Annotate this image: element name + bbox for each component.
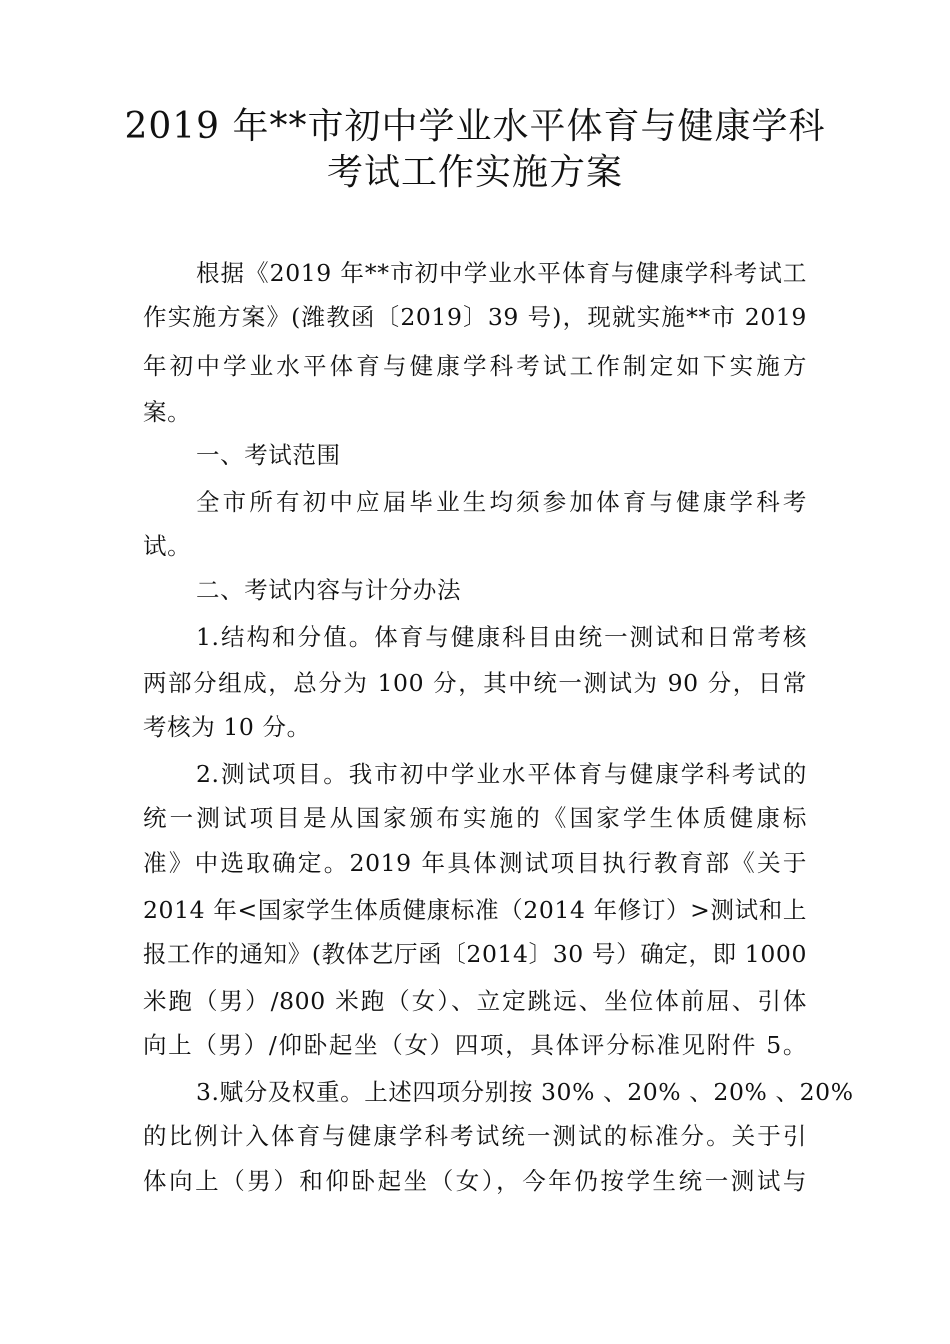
paragraph-line: 2014 年<国家学生体质健康标准（2014 年修订）>测试和上 <box>143 896 807 924</box>
paragraph-line: 3.赋分及权重。上述四项分别按 30% 、20% 、20% 、20% <box>196 1078 854 1106</box>
paragraph-line: 考核为 10 分。 <box>143 713 311 741</box>
paragraph-line: 报工作的通知》(教体艺厅函〔2014〕30 号）确定，即 1000 <box>143 940 807 968</box>
paragraph-line: 根据《2019 年**市初中学业水平体育与健康学科考试工 <box>196 259 807 287</box>
paragraph-line: 案。 <box>143 398 192 426</box>
paragraph-line: 作实施方案》(潍教函〔2019〕39 号)，现就实施**市 2019 <box>143 303 807 331</box>
paragraph-line: 2.测试项目。我市初中学业水平体育与健康学科考试的 <box>196 760 807 788</box>
paragraph-line: 统一测试项目是从国家颁布实施的《国家学生体质健康标 <box>143 804 807 832</box>
paragraph-line: 向上（男）/仰卧起坐（女）四项，具体评分标准见附件 5。 <box>143 1031 807 1059</box>
paragraph-line: 年初中学业水平体育与健康学科考试工作制定如下实施方 <box>143 352 807 380</box>
paragraph-line: 米跑（男）/800 米跑（女）、立定跳远、坐位体前屈、引体 <box>143 987 807 1015</box>
paragraph-line: 两部分组成，总分为 100 分，其中统一测试为 90 分，日常 <box>143 669 807 697</box>
paragraph-line: 全市所有初中应届毕业生均须参加体育与健康学科考 <box>196 488 807 516</box>
section-heading: 一、考试范围 <box>196 441 341 469</box>
paragraph-line: 准》中选取确定。2019 年具体测试项目执行教育部《关于 <box>143 849 807 877</box>
document-title-line-2: 考试工作实施方案 <box>326 152 623 193</box>
paragraph-line: 1.结构和分值。体育与健康科目由统一测试和日常考核 <box>196 623 807 651</box>
section-heading: 二、考试内容与计分办法 <box>196 576 462 604</box>
document-title-line-1: 2019 年**市初中学业水平体育与健康学科 <box>124 106 826 147</box>
paragraph-line: 试。 <box>143 532 192 560</box>
paragraph-line: 体向上（男）和仰卧起坐（女），今年仍按学生统一测试与 <box>143 1167 807 1195</box>
paragraph-line: 的比例计入体育与健康学科考试统一测试的标准分。关于引 <box>143 1122 807 1150</box>
